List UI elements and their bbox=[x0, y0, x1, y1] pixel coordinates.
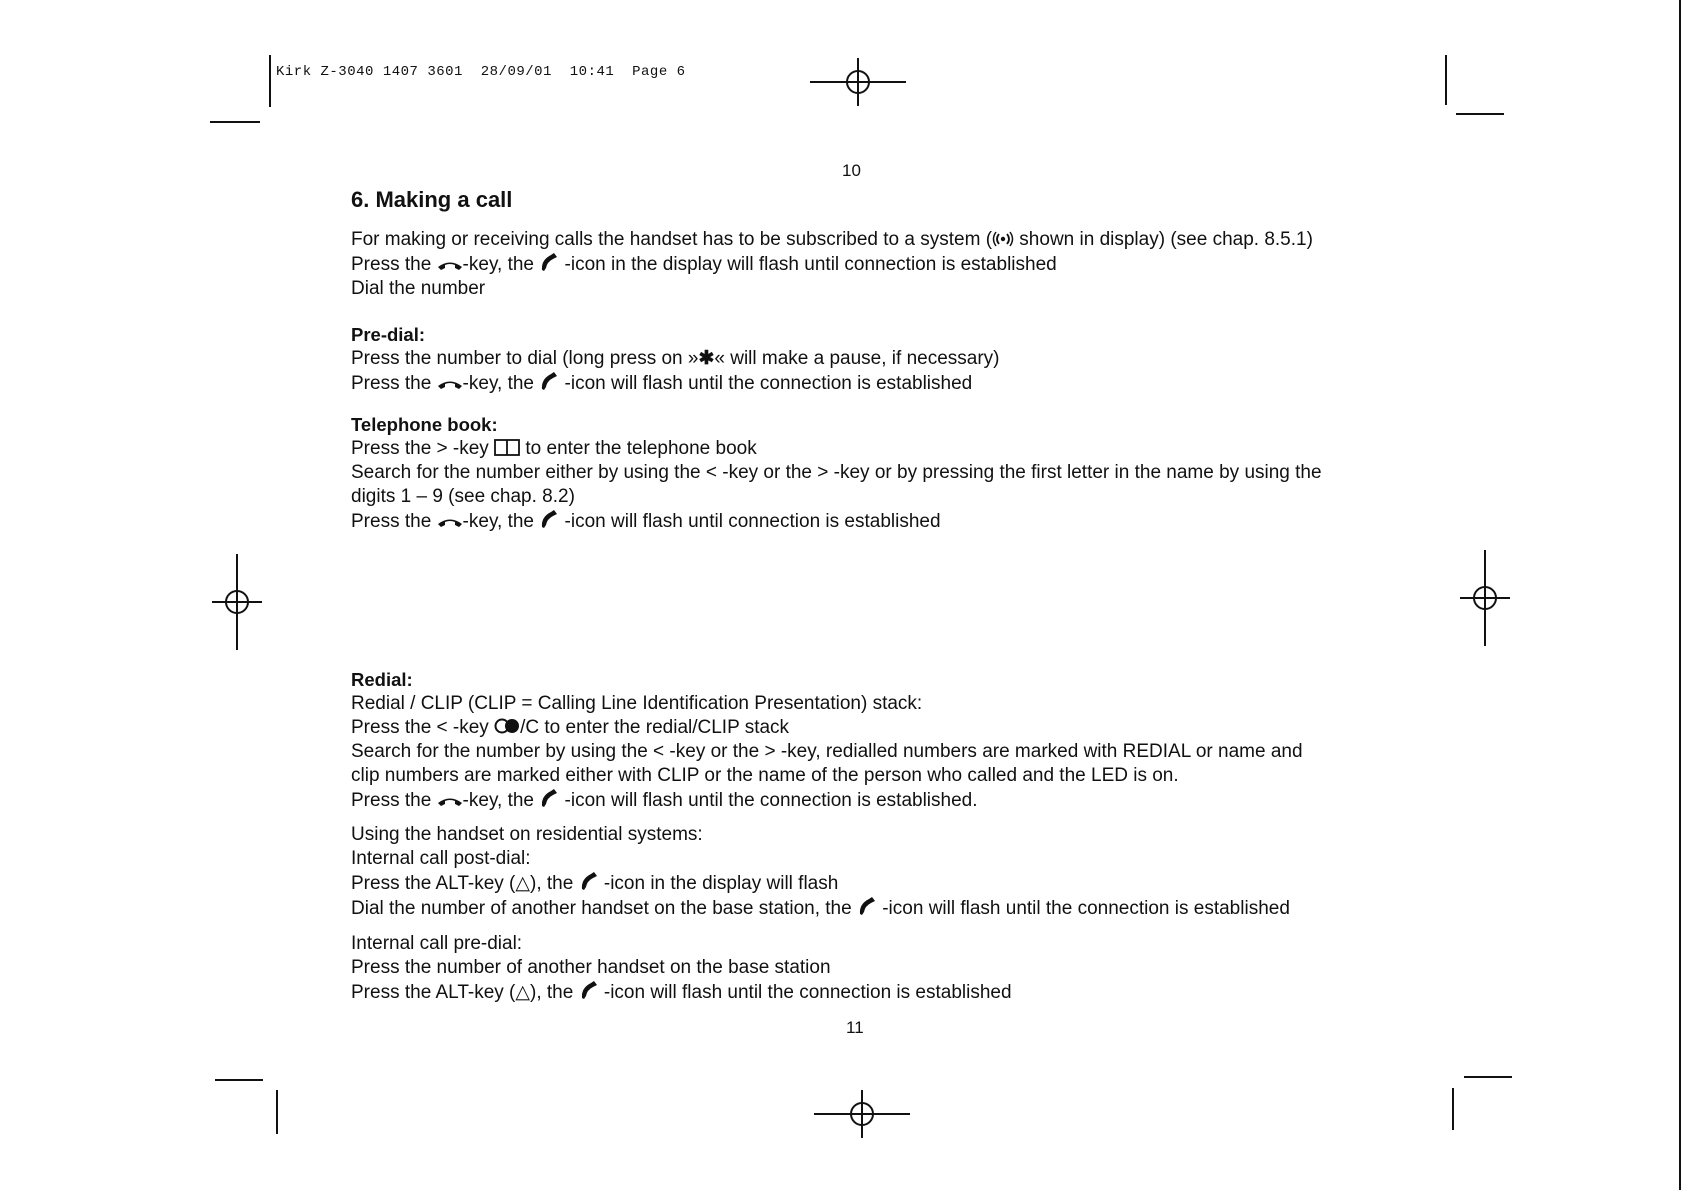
slug-date: 28/09/01 bbox=[480, 64, 552, 80]
section-heading: Pre-dial: bbox=[351, 324, 426, 345]
crop-mark-bl-vertical bbox=[276, 1090, 278, 1134]
text-line: Search for the number either by using the < -key or the > -key or by pressing the first letter in the name by using the bbox=[351, 462, 1322, 483]
text-fragment: -icon will flash until the connection is established bbox=[876, 898, 1290, 919]
call-key-icon bbox=[437, 517, 463, 529]
text-line: Using the handset on residential systems: bbox=[351, 824, 703, 845]
text-fragment: shown in display) (see chap. 8.5.1) bbox=[1014, 229, 1313, 250]
text-line: Internal call post-dial: bbox=[351, 848, 531, 869]
text-fragment: Press the ALT-key ( bbox=[351, 873, 516, 894]
alt-triangle-icon: △ bbox=[515, 873, 531, 894]
text-line: Press the number of another handset on the base station bbox=[351, 957, 831, 978]
section-making-a-call bbox=[351, 188, 1391, 301]
text-line bbox=[351, 347, 1391, 371]
text-fragment: -key, the bbox=[462, 790, 540, 811]
text-fragment: Press the bbox=[351, 254, 437, 275]
text-line: Redial / CLIP (CLIP = Calling Line Identification Presentation) stack: bbox=[351, 693, 923, 714]
section-redial bbox=[351, 668, 1391, 813]
text-line bbox=[351, 980, 1391, 1005]
section-heading: Redial: bbox=[351, 669, 413, 690]
text-line bbox=[351, 252, 1391, 277]
text-line: Dial the number bbox=[351, 278, 486, 299]
text-line bbox=[351, 788, 1391, 813]
handset-icon bbox=[539, 509, 559, 529]
book-icon bbox=[494, 439, 520, 456]
text-fragment: -icon in the display will flash bbox=[598, 873, 839, 894]
text-line: Internal call pre-dial: bbox=[351, 933, 523, 954]
text-fragment: Press the ALT-key ( bbox=[351, 982, 516, 1003]
text-line bbox=[351, 716, 1391, 740]
text-fragment: -icon in the display will flash until connection is established bbox=[559, 254, 1057, 275]
section-internal-pre-dial bbox=[351, 932, 1391, 1005]
handset-icon bbox=[539, 252, 559, 272]
handset-icon bbox=[857, 896, 877, 916]
text-fragment: ), the bbox=[530, 982, 579, 1003]
text-fragment: -key, the bbox=[462, 511, 540, 532]
call-key-icon bbox=[437, 260, 463, 272]
text-fragment: -icon will flash until the connection is established. bbox=[559, 790, 978, 811]
text-fragment: Press the bbox=[351, 511, 437, 532]
text-fragment: Press the bbox=[351, 790, 437, 811]
text-line bbox=[351, 371, 1391, 396]
text-fragment: -icon will flash until connection is established bbox=[559, 511, 941, 532]
text-fragment: Press the number to dial (long press on » bbox=[351, 348, 699, 369]
signal-antenna-icon bbox=[992, 231, 1014, 247]
slug-time: 10:41 bbox=[569, 64, 615, 80]
star-key-icon: ✱ bbox=[698, 348, 715, 369]
text-fragment: Press the bbox=[351, 373, 437, 394]
registration-crosshair-right bbox=[1458, 548, 1512, 648]
registration-crosshair-bottom bbox=[812, 1088, 912, 1140]
alt-triangle-icon: △ bbox=[515, 982, 531, 1003]
text-line bbox=[351, 228, 1391, 252]
redial-key-icon bbox=[494, 717, 520, 735]
crop-mark-br-horizontal bbox=[1464, 1076, 1512, 1078]
registration-crosshair-left bbox=[210, 552, 264, 652]
crop-mark-tl-vertical bbox=[269, 55, 271, 107]
handset-icon bbox=[539, 788, 559, 808]
text-fragment: « will make a pause, if necessary) bbox=[714, 348, 1000, 369]
registration-crosshair-top bbox=[808, 56, 908, 108]
text-fragment: -icon will flash until the connection is established bbox=[559, 373, 973, 394]
text-line bbox=[351, 509, 1391, 534]
text-fragment: Press the > -key bbox=[351, 438, 495, 459]
text-fragment: Press the < -key bbox=[351, 717, 495, 738]
text-line bbox=[351, 871, 1391, 896]
slug-page: Page 6 bbox=[632, 64, 686, 80]
crop-mark-br-vertical bbox=[1452, 1088, 1454, 1130]
crop-mark-tr-vertical bbox=[1445, 55, 1447, 105]
crop-mark-tl-horizontal bbox=[210, 121, 260, 123]
crop-mark-tr-horizontal bbox=[1456, 113, 1504, 115]
text-fragment: Dial the number of another handset on the base station, the bbox=[351, 898, 857, 919]
text-line bbox=[351, 896, 1391, 921]
page-edge-line bbox=[1679, 0, 1681, 1190]
text-fragment: -key, the bbox=[462, 254, 540, 275]
text-line: clip numbers are marked either with CLIP or the name of the person who called and the LED is on. bbox=[351, 765, 1179, 786]
text-fragment: ), the bbox=[530, 873, 579, 894]
handset-icon bbox=[579, 980, 599, 1000]
handset-icon bbox=[579, 871, 599, 891]
text-fragment: -icon will flash until the connection is established bbox=[598, 982, 1012, 1003]
section-pre-dial bbox=[351, 323, 1391, 396]
section-heading: Telephone book: bbox=[351, 414, 498, 435]
print-slug bbox=[276, 64, 686, 80]
crop-mark-bl-horizontal bbox=[215, 1079, 263, 1081]
text-line: Search for the number by using the < -key or the > -key, redialled numbers are marked with REDIAL or name and bbox=[351, 741, 1303, 762]
page-number-top: 10 bbox=[842, 161, 861, 180]
call-key-icon bbox=[437, 796, 463, 808]
page-number-bottom: 11 bbox=[846, 1018, 864, 1037]
text-line bbox=[351, 437, 1391, 461]
section-residential bbox=[351, 823, 1391, 921]
slug-doc-id: Kirk Z-3040 1407 3601 bbox=[276, 64, 463, 80]
text-line: digits 1 – 9 (see chap. 8.2) bbox=[351, 486, 575, 507]
text-fragment: For making or receiving calls the handset has to be subscribed to a system ( bbox=[351, 229, 993, 250]
section-title: 6. Making a call bbox=[351, 187, 513, 212]
call-key-icon bbox=[437, 379, 463, 391]
text-fragment: /C to enter the redial/CLIP stack bbox=[520, 717, 790, 738]
handset-icon bbox=[539, 371, 559, 391]
text-fragment: -key, the bbox=[462, 373, 540, 394]
text-fragment: to enter the telephone book bbox=[520, 438, 757, 459]
section-telephone-book bbox=[351, 413, 1391, 534]
